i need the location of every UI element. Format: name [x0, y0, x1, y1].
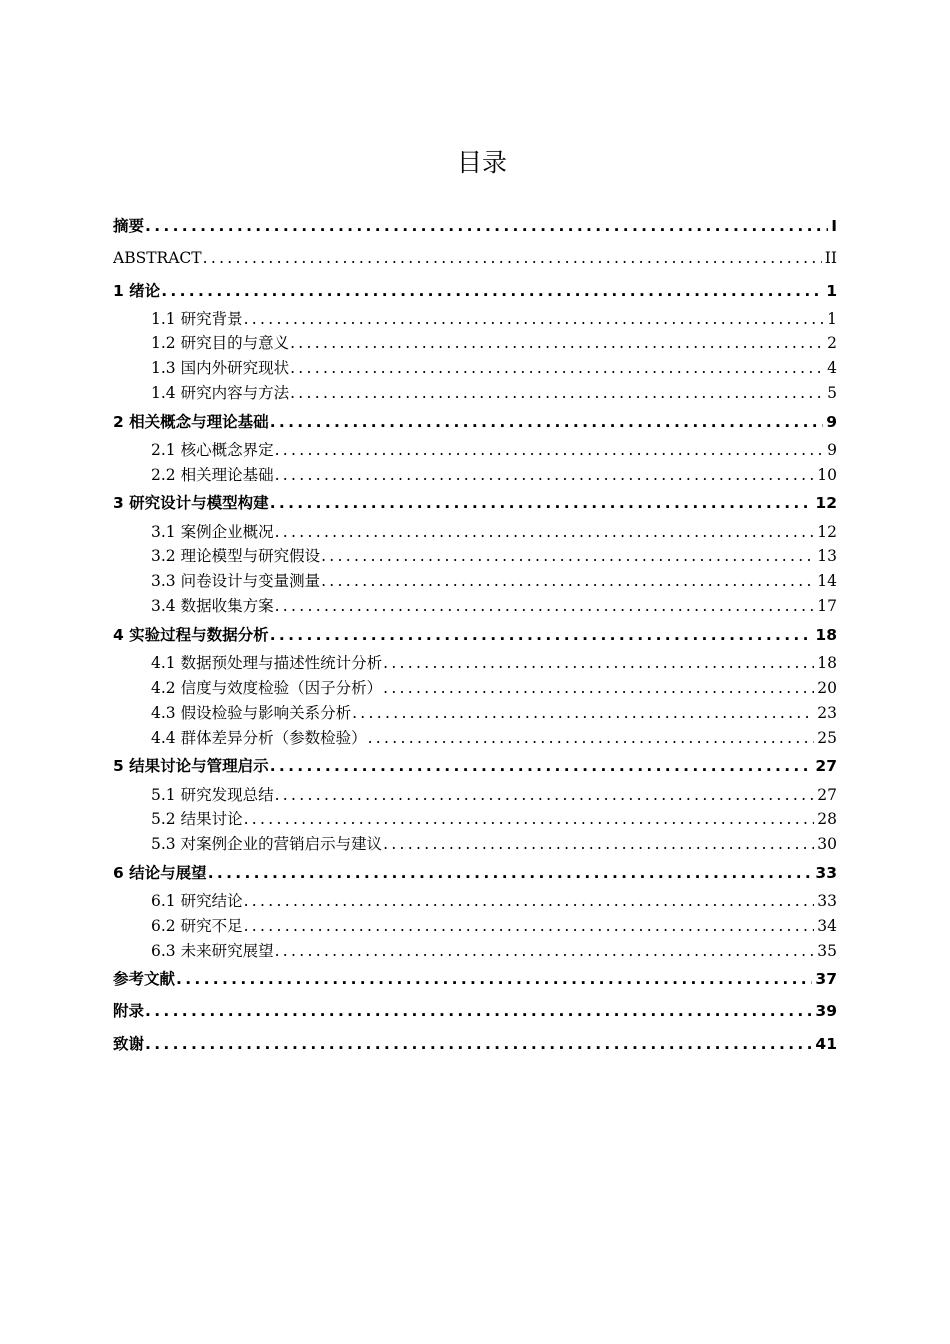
toc-entry-page-number: 23 [817, 704, 837, 722]
toc-leader-dots [270, 491, 813, 515]
toc-entry-section-2-2[interactable] [151, 463, 837, 487]
toc-entry-page-number: II [824, 249, 837, 267]
toc-entry-label: 1.3 国内外研究现状 [151, 359, 290, 377]
toc-entry-chapter-6[interactable] [113, 861, 837, 885]
toc-entry-section-4-1[interactable] [151, 651, 837, 675]
toc-entry-page-number: 12 [815, 494, 837, 512]
toc-entry-page-number: 9 [826, 413, 837, 431]
toc-leader-dots [383, 651, 814, 675]
toc-entry-page-number: 30 [817, 835, 837, 853]
toc-entry-section-5-2[interactable] [151, 807, 837, 831]
toc-entry-label: 4.4 群体差异分析（参数检验） [151, 729, 367, 747]
toc-entry-label: 6.1 研究结论 [151, 892, 243, 910]
toc-entry-label: 5 结果讨论与管理启示 [113, 757, 269, 775]
toc-entry-chapter-2[interactable] [113, 410, 837, 434]
toc-leader-dots [383, 832, 814, 856]
toc-entry-section-5-1[interactable] [151, 783, 837, 807]
toc-leader-dots [145, 1032, 812, 1056]
toc-entry-label: 3.3 问卷设计与变量测量 [151, 572, 321, 590]
toc-entry-section-3-1[interactable] [151, 520, 837, 544]
toc-entry-label: 摘要 [113, 217, 145, 235]
toc-entry-label: 5.2 结果讨论 [151, 810, 243, 828]
toc-entry-label: 3.4 数据收集方案 [151, 597, 274, 615]
toc-entry-label: ABSTRACT [113, 249, 202, 267]
toc-entry-label: 参考文献 [113, 970, 176, 988]
toc-entry-section-1-1[interactable] [151, 307, 837, 331]
toc-leader-dots [244, 889, 815, 913]
toc-entry-label: 3 研究设计与模型构建 [113, 494, 269, 512]
toc-entry-page-number: 34 [817, 917, 837, 935]
toc-entry-page-number: 5 [827, 384, 837, 402]
toc-entry-page-number: 33 [817, 892, 837, 910]
toc-entry-section-4-2[interactable] [151, 676, 837, 700]
toc-leader-dots [275, 463, 815, 487]
toc-entry-page-number: 14 [817, 572, 837, 590]
toc-entry-label: 1.1 研究背景 [151, 310, 243, 328]
toc-leader-dots [275, 594, 815, 618]
toc-leader-dots [352, 701, 814, 725]
toc-entry-section-2-1[interactable] [151, 438, 837, 462]
toc-entry-section-1-2[interactable] [151, 331, 837, 355]
toc-entry-page-number: 41 [815, 1035, 837, 1053]
toc-entry-page-number: 1 [827, 310, 837, 328]
toc-entry-page-number: 39 [815, 1002, 837, 1020]
toc-leader-dots [275, 438, 825, 462]
toc-entry-page-number: I [831, 217, 837, 235]
toc-leader-dots [270, 410, 824, 434]
toc-entry-section-6-1[interactable] [151, 889, 837, 913]
toc-entry-acknowledgements[interactable] [113, 1032, 837, 1056]
toc-entry-label: 4 实验过程与数据分析 [113, 626, 269, 644]
toc-entry-page-number: 28 [817, 810, 837, 828]
toc-leader-dots [145, 214, 828, 238]
toc-entry-appendix[interactable] [113, 999, 837, 1023]
toc-leader-dots [145, 999, 812, 1023]
toc-entry-section-4-4[interactable] [151, 726, 837, 750]
toc-entry-label: 6 结论与展望 [113, 864, 207, 882]
toc-leader-dots [244, 307, 825, 331]
toc-entry-page-number: 9 [827, 441, 837, 459]
toc-entry-label: 附录 [113, 1002, 145, 1020]
toc-entry-label: 致谢 [113, 1035, 145, 1053]
toc-leader-dots [321, 544, 814, 568]
toc-entry-chapter-3[interactable] [113, 491, 837, 515]
toc-entry-page-number: 25 [817, 729, 837, 747]
toc-entry-label: 6.2 研究不足 [151, 917, 243, 935]
toc-entry-label: 3.1 案例企业概况 [151, 523, 274, 541]
toc-entry-abstract-en[interactable] [113, 246, 837, 270]
toc-entry-section-1-4[interactable] [151, 381, 837, 405]
toc-entry-label: 2 相关概念与理论基础 [113, 413, 269, 431]
toc-leader-dots [270, 754, 813, 778]
toc-entry-label: 5.1 研究发现总结 [151, 786, 274, 804]
toc-entry-section-4-3[interactable] [151, 701, 837, 725]
toc-entry-chapter-4[interactable] [113, 623, 837, 647]
toc-entry-page-number: 1 [826, 282, 837, 300]
toc-leader-dots [275, 783, 815, 807]
toc-leader-dots [270, 623, 813, 647]
toc-leader-dots [176, 967, 812, 991]
toc-entry-section-3-3[interactable] [151, 569, 837, 593]
toc-entry-label: 5.3 对案例企业的营销启示与建议 [151, 835, 383, 853]
toc-entry-label: 2.2 相关理论基础 [151, 466, 274, 484]
toc-leader-dots [290, 381, 824, 405]
toc-leader-dots [275, 939, 815, 963]
toc-entry-page-number: 20 [817, 679, 837, 697]
toc-entry-section-6-3[interactable] [151, 939, 837, 963]
toc-entry-section-1-3[interactable] [151, 356, 837, 380]
toc-leader-dots [275, 520, 815, 544]
toc-entry-page-number: 18 [815, 626, 837, 644]
toc-entry-section-6-2[interactable] [151, 914, 837, 938]
toc-entry-references[interactable] [113, 967, 837, 991]
toc-leader-dots [383, 676, 814, 700]
toc-entry-page-number: 17 [817, 597, 837, 615]
toc-entry-chapter-5[interactable] [113, 754, 837, 778]
toc-entry-label: 4.2 信度与效度检验（因子分析） [151, 679, 383, 697]
toc-entry-label: 3.2 理论模型与研究假设 [151, 547, 321, 565]
toc-entry-section-3-2[interactable] [151, 544, 837, 568]
toc-leader-dots [161, 279, 823, 303]
toc-leader-dots [290, 331, 824, 355]
toc-entry-section-3-4[interactable] [151, 594, 837, 618]
toc-entry-label: 1 绪论 [113, 282, 161, 300]
toc-entry-page-number: 12 [817, 523, 837, 541]
toc-leader-dots [244, 914, 815, 938]
toc-entry-label: 1.2 研究目的与意义 [151, 334, 290, 352]
toc-entry-label: 6.3 未来研究展望 [151, 942, 274, 960]
toc-leader-dots [368, 726, 815, 750]
toc-leader-dots [208, 861, 813, 885]
toc-entry-page-number: 27 [817, 786, 837, 804]
toc-entry-page-number: 4 [827, 359, 837, 377]
toc-entry-page-number: 27 [815, 757, 837, 775]
toc-entry-page-number: 35 [817, 942, 837, 960]
toc-entry-page-number: 10 [817, 466, 837, 484]
toc-entry-label: 1.4 研究内容与方法 [151, 384, 290, 402]
toc-entry-page-number: 37 [815, 970, 837, 988]
toc-leader-dots [203, 246, 822, 270]
toc-entry-abstract-cn[interactable] [113, 214, 837, 238]
toc-entry-page-number: 33 [815, 864, 837, 882]
toc-entry-page-number: 18 [817, 654, 837, 672]
toc-leader-dots [244, 807, 815, 831]
toc-entry-label: 2.1 核心概念界定 [151, 441, 274, 459]
toc-entry-label: 4.3 假设检验与影响关系分析 [151, 704, 352, 722]
toc-entry-section-5-3[interactable] [151, 832, 837, 856]
toc-entry-page-number: 13 [817, 547, 837, 565]
toc-entry-page-number: 2 [827, 334, 837, 352]
toc-entry-chapter-1[interactable] [113, 279, 837, 303]
toc-leader-dots [321, 569, 814, 593]
toc-entry-label: 4.1 数据预处理与描述性统计分析 [151, 654, 383, 672]
toc-title: 目录 [456, 148, 507, 177]
toc-leader-dots [290, 356, 824, 380]
